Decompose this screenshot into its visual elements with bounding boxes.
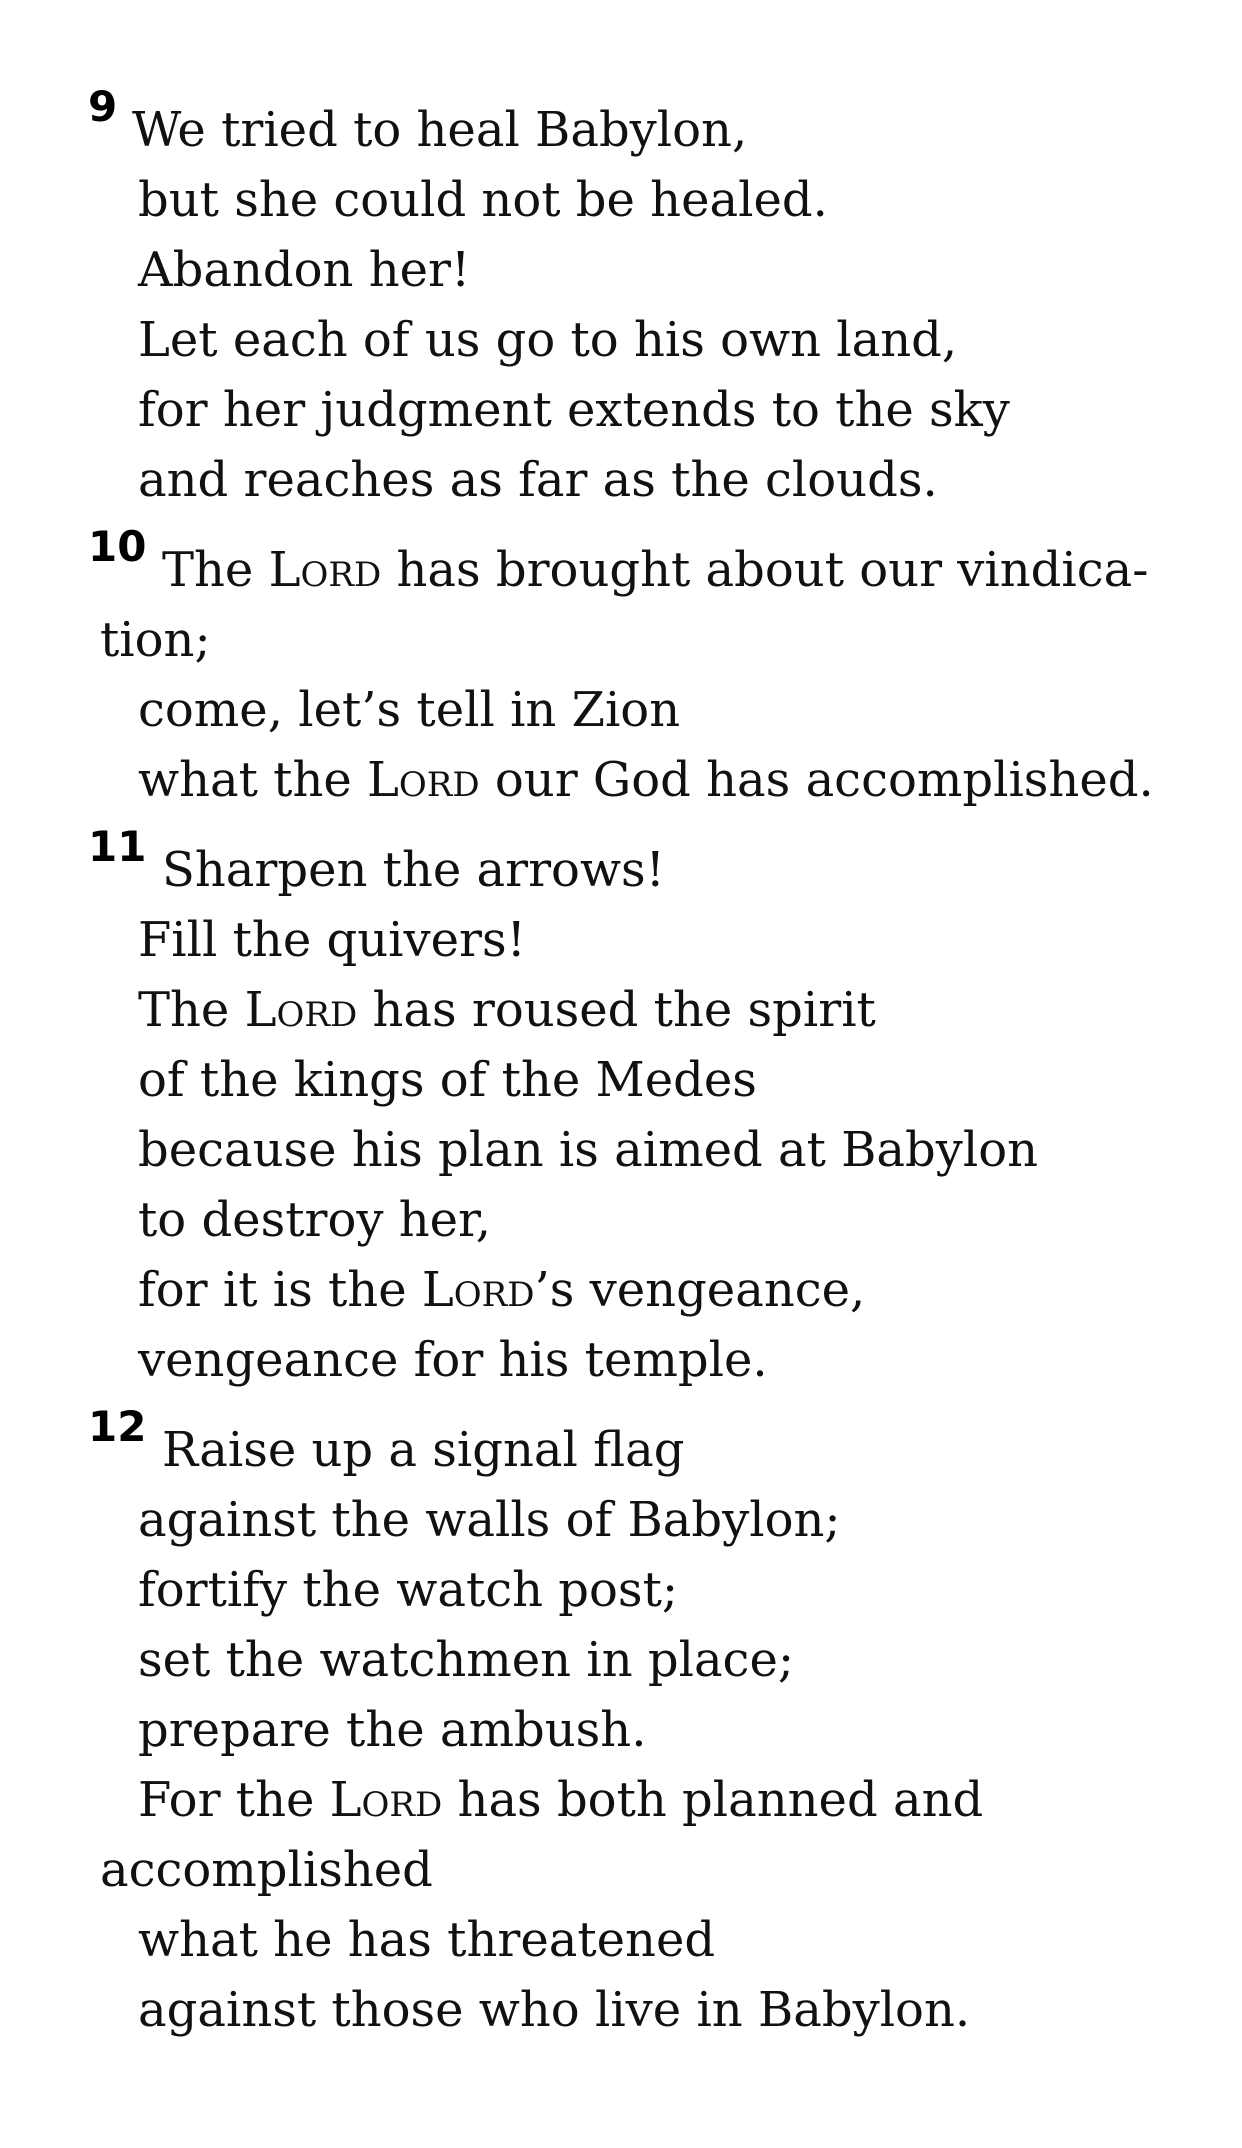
text-segment: has both planned and xyxy=(442,1772,984,1828)
verse-11-line-5: because his plan is aimed at Babylon xyxy=(138,1122,1039,1178)
verse-text: Raise up a signal flag xyxy=(162,1422,685,1478)
verse-10-runover: tion; xyxy=(100,612,211,668)
text-segment: The xyxy=(138,982,245,1038)
verse-12-line-7: what he has threatened xyxy=(138,1912,716,1968)
verse-9-line-2: but she could not be healed. xyxy=(138,172,828,228)
verse-9-line-3: Abandon her! xyxy=(138,242,471,298)
divine-name: Lord xyxy=(244,982,358,1038)
verse-11-line-2: Fill the quivers! xyxy=(138,912,526,968)
text-segment: our God has accomplished. xyxy=(479,752,1154,808)
verse-12-line-8: against those who live in Babylon. xyxy=(138,1982,971,2038)
divine-name: Lord xyxy=(367,752,480,808)
verse-12-runover: accomplished xyxy=(100,1842,433,1898)
verse-11-line-6: to destroy her, xyxy=(138,1192,491,1248)
text-segment: for it is the xyxy=(138,1262,422,1318)
verse-9-line-4: Let each of us go to his own land, xyxy=(138,312,958,368)
verse-9-line-6: and reaches as far as the clouds. xyxy=(138,452,938,508)
text-segment: ’s vengeance, xyxy=(534,1262,866,1318)
verse-10-line-3 xyxy=(138,750,1154,810)
verse-number[interactable]: 11 xyxy=(88,822,147,871)
verse-number[interactable]: 9 xyxy=(88,82,118,131)
text-segment: has roused the spirit xyxy=(357,982,876,1038)
verse-9-line-5: for her judgment extends to the sky xyxy=(138,382,1010,438)
text-segment: has brought about our vindica- xyxy=(381,542,1149,598)
divine-name: Lord xyxy=(421,1262,535,1318)
text-segment: For the xyxy=(138,1772,330,1828)
verse-11-line-8: vengeance for his temple. xyxy=(138,1332,768,1388)
verse-12-line-2: against the walls of Babylon; xyxy=(138,1492,841,1548)
text-segment: what the xyxy=(138,752,368,808)
text-segment: The xyxy=(162,542,269,598)
verse-12-line-5: prepare the ambush. xyxy=(138,1702,647,1758)
verse-11-line-7 xyxy=(138,1260,865,1320)
verse-text: Sharpen the arrows! xyxy=(162,842,665,898)
verse-11-line-4: of the kings of the Medes xyxy=(138,1052,757,1108)
verse-12-line-6 xyxy=(138,1770,983,1830)
verse-11-line-3 xyxy=(138,980,876,1040)
verse-text: We tried to heal Babylon, xyxy=(132,102,748,158)
verse-12-line-3: fortify the watch post; xyxy=(138,1562,679,1618)
verse-text xyxy=(162,540,1148,600)
verse-number[interactable]: 10 xyxy=(88,522,147,571)
verse-number[interactable]: 12 xyxy=(88,1402,147,1451)
verse-12-line-4: set the watchmen in place; xyxy=(138,1632,795,1688)
divine-name: Lord xyxy=(268,542,382,598)
divine-name: Lord xyxy=(329,1772,443,1828)
verse-10-line-2: come, let’s tell in Zion xyxy=(138,682,681,738)
